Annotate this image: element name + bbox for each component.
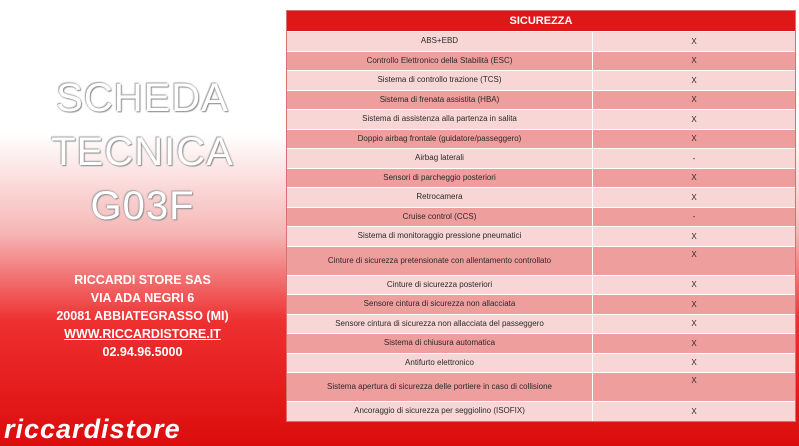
value-cell: X (691, 114, 697, 124)
feature-cell: Doppio airbag frontale (guidatore/passeggero) (287, 130, 593, 149)
table-row (287, 334, 795, 354)
feature-cell: Cinture di sicurezza pretensionate con allentamento controllato (287, 247, 593, 275)
table-row (287, 71, 795, 91)
table-row (287, 130, 795, 150)
table-header: SICUREZZA (287, 11, 795, 32)
table-row (287, 315, 795, 335)
table-row (287, 208, 795, 228)
table-row (287, 188, 795, 208)
title-line-3: G03F (90, 184, 195, 228)
phone-number: 02.94.96.5000 (102, 345, 183, 359)
value-cell: - (692, 153, 696, 163)
value-cell: X (691, 299, 697, 309)
value-cell: X (691, 36, 697, 46)
value-cell: X (691, 319, 697, 329)
feature-cell: Sistema di assistenza alla partenza in salita (287, 110, 593, 129)
feature-cell: Controllo Elettronico della Stabilità (ESC) (287, 52, 593, 71)
table-row (287, 247, 795, 276)
feature-cell: Sensori di parcheggio posteriori (287, 169, 593, 188)
value-cell: X (691, 95, 697, 105)
table-row (287, 110, 795, 130)
value-cell: - (692, 212, 696, 222)
table-row (287, 227, 795, 247)
left-panel (0, 0, 285, 446)
table-row (287, 402, 795, 421)
value-cell: X (691, 75, 697, 85)
store-logo: riccardistore (4, 414, 181, 444)
value-cell: X (691, 56, 697, 66)
feature-cell: ABS+EBD (287, 32, 593, 51)
table-row (287, 373, 795, 402)
feature-cell: Antifurto elettronico (287, 354, 593, 373)
title-line-2: TECNICA (51, 130, 234, 174)
value-cell: X (691, 280, 697, 290)
value-cell: X (691, 358, 697, 368)
feature-cell: Retrocamera (287, 188, 593, 207)
value-cell: X (691, 376, 697, 385)
value-cell: X (691, 406, 697, 416)
feature-cell: Sistema apertura di sicurezza delle portiere in caso di collisione (287, 373, 593, 401)
feature-cell: Sistema di frenata assistita (HBA) (287, 91, 593, 110)
table-row (287, 52, 795, 72)
address-street: VIA ADA NEGRI 6 (90, 291, 195, 305)
feature-cell: Airbag laterali (287, 149, 593, 168)
store-name: RICCARDI STORE SAS (74, 273, 211, 287)
table-row (287, 354, 795, 374)
table-row (287, 91, 795, 111)
value-cell: X (691, 249, 697, 259)
value-cell: X (691, 192, 697, 202)
feature-cell: Sistema di monitoraggio pressione pneumatici (287, 227, 593, 246)
feature-cell: Sensore cintura di sicurezza non allacciata (287, 295, 593, 314)
website-link[interactable]: WWW.RICCARDISTORE.IT (64, 327, 221, 341)
value-cell: X (691, 231, 697, 241)
feature-cell: Cinture di sicurezza posteriori (287, 276, 593, 295)
table-row (287, 149, 795, 169)
table-row (287, 276, 795, 296)
table-row (287, 169, 795, 189)
table-row (287, 32, 795, 52)
value-cell: X (691, 134, 697, 144)
feature-cell: Sistema di controllo trazione (TCS) (287, 71, 593, 90)
feature-cell: Sensore cintura di sicurezza non allacciata del passeggero (287, 315, 593, 334)
title-line-1: SCHEDA (56, 76, 229, 120)
table-body (287, 32, 795, 421)
feature-cell: Cruise control (CCS) (287, 208, 593, 227)
feature-cell: Ancoraggio di sicurezza per seggiolino (ISOFIX) (287, 402, 593, 421)
value-cell: X (691, 338, 697, 348)
safety-table (286, 10, 796, 422)
table-row (287, 295, 795, 315)
value-cell: X (691, 173, 697, 183)
feature-cell: Sistema di chiusura automatica (287, 334, 593, 353)
address-city: 20081 ABBIATEGRASSO (MI) (56, 309, 229, 323)
